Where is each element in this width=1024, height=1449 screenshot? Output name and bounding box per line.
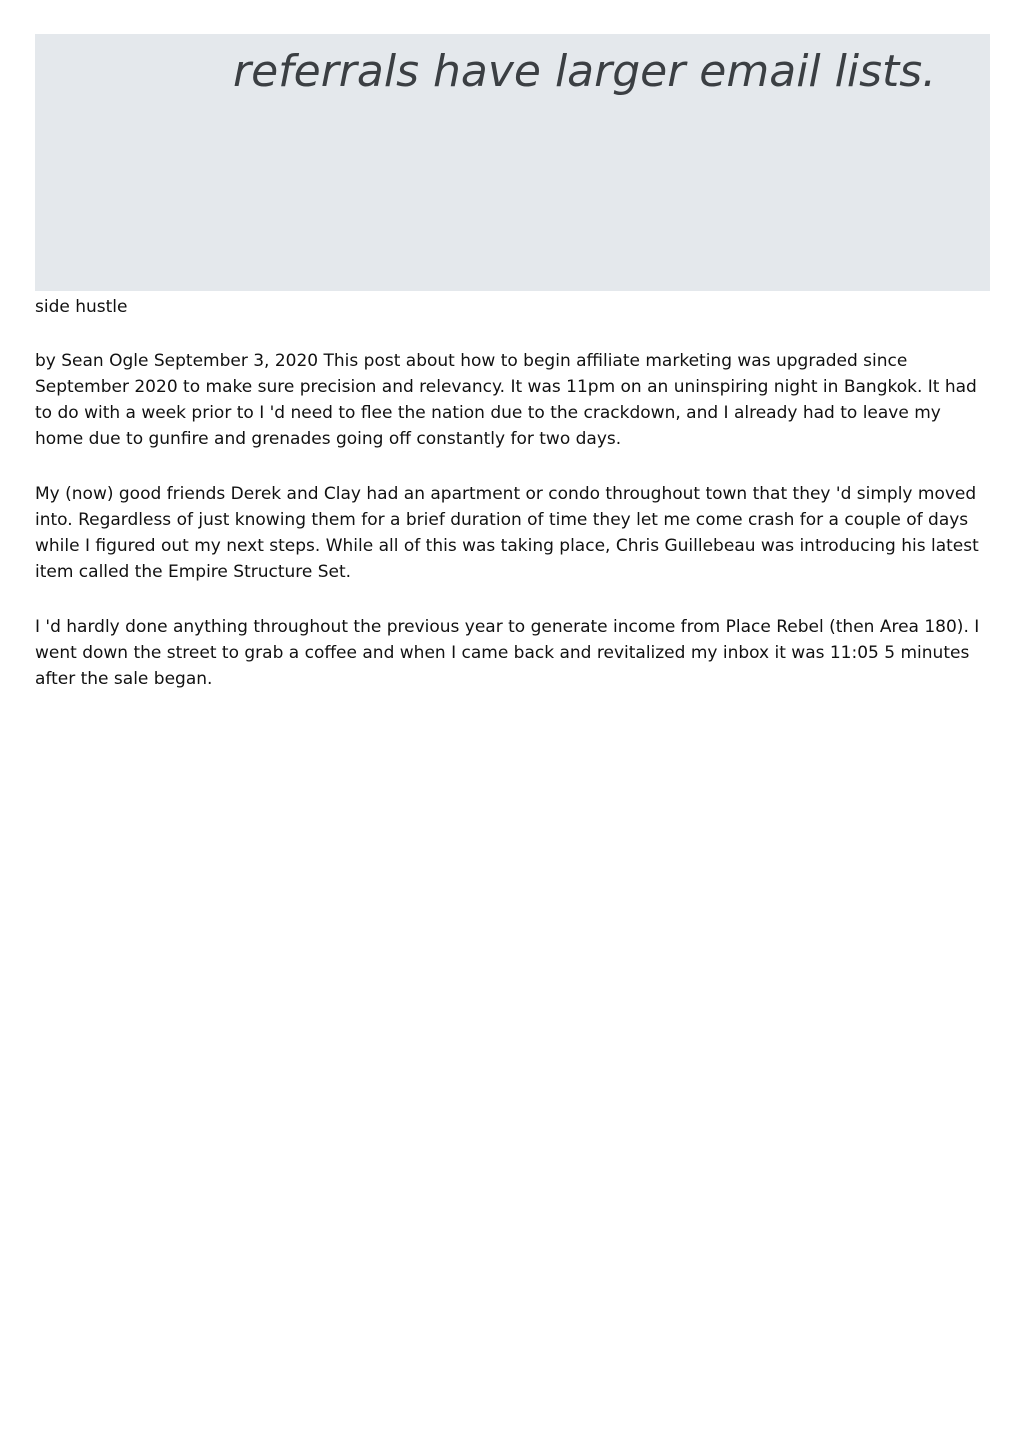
category-tag: side hustle: [35, 297, 128, 317]
article-body: [35, 294, 990, 721]
article-paragraph: by Sean Ogle September 3, 2020 This post about how to begin affiliate marketing was upgraded since September 2020 to make sure precision and relevancy. It was 11pm on an uninspiring night in Bangkok. It had to do with a week prior to I 'd need to flee the nation due to the crackdown, and I already had to leave my home due to gunfire and grenades going off constantly for two days.: [35, 351, 977, 449]
header-image-banner: [35, 34, 990, 291]
article-paragraph: My (now) good friends Derek and Clay had an apartment or condo throughout town that they 'd simply moved into. Regardless of just knowing them for a brief duration of time they let me come crash for a couple of days while I figured out my next steps. While all of this was taking place, Chris Guillebeau was introducing his latest item called the Empire Structure Set.: [35, 484, 979, 582]
banner-caption: referrals have larger email lists.: [233, 46, 937, 97]
article-paragraph: I 'd hardly done anything throughout the previous year to generate income from Place Rebel (then Area 180). I went down the street to grab a coffee and when I came back and revitalized my inbox it was 11:05 5 minutes after the sale began.: [35, 617, 980, 689]
